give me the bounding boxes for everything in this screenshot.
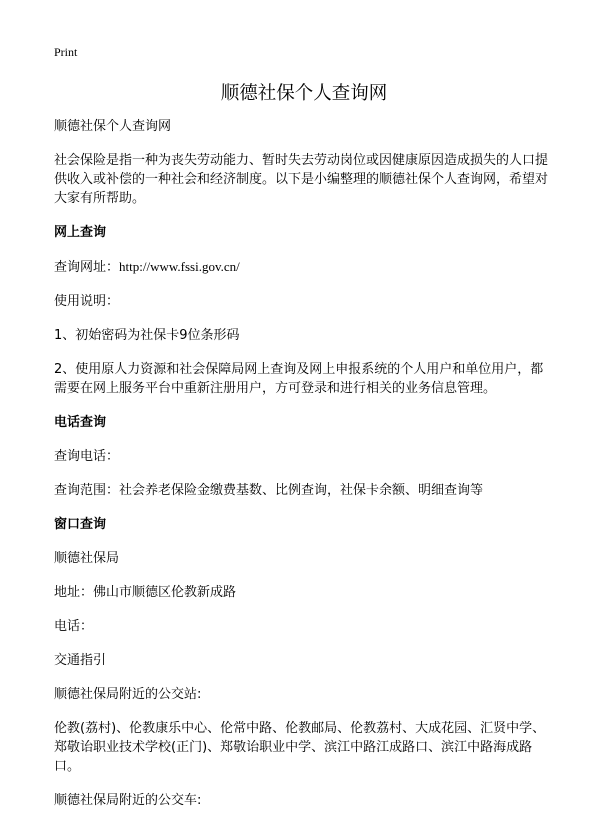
phone-query-heading: 电话查询: [54, 415, 107, 430]
phone-scope-paragraph: 查询范围：社会养老保险金缴费基数、比例查询，社保卡余额、明细查询等: [54, 483, 484, 498]
tel-paragraph: 电话：: [54, 619, 94, 634]
usage-label-paragraph: 使用说明：: [54, 294, 120, 309]
bus-lines-label-paragraph: 顺德社保局附近的公交车:: [54, 793, 202, 808]
bus-stops-label-paragraph: 顺德社保局附近的公交站:: [54, 687, 202, 702]
online-url-paragraph: [54, 257, 554, 277]
online-query-heading: 网上查询: [54, 225, 107, 240]
print-label: Print: [54, 45, 78, 59]
window-query-heading: 窗口查询: [54, 517, 107, 532]
bureau-name-paragraph: 顺德社保局: [54, 551, 120, 566]
usage-item-1: 1、初始密码为社保卡9位条形码: [54, 328, 240, 343]
document-page: [54, 44, 554, 825]
document-title: 顺德社保个人查询网: [220, 83, 388, 104]
intro-paragraph: 社会保险是指一种为丧失劳动能力、暂时失去劳动岗位或因健康原因造成损失的人口提供收入或补偿的一种社会和经济制度。以下是小编整理的顺德社保个人查询网，希望对大家有所帮助。: [54, 153, 549, 206]
subtitle-paragraph: 顺德社保个人查询网: [54, 119, 172, 134]
bus-stops-paragraph: 伦教(荔村)、伦教康乐中心、伦常中路、伦教邮局、伦教荔村、大成花园、汇贤中学、郑敬诒职业技术学校(正门)、郑敬诒职业中学、滨江中路江成路口、滨江中路海成路口。: [54, 721, 546, 774]
online-url-link[interactable]: http://www.fssi.gov.cn/: [119, 259, 240, 274]
phone-label-paragraph: 查询电话：: [54, 449, 120, 464]
usage-item-2: 2、使用原人力资源和社会保障局网上查询及网上申报系统的个人用户和单位用户，都需要在网上服务平台中重新注册用户，方可登录和进行相关的业务信息管理。: [54, 362, 544, 396]
transit-paragraph: 交通指引: [54, 653, 107, 668]
address-paragraph: 地址：佛山市顺德区伦教新成路: [54, 585, 237, 600]
online-url-label: 查询网址：: [54, 260, 120, 275]
